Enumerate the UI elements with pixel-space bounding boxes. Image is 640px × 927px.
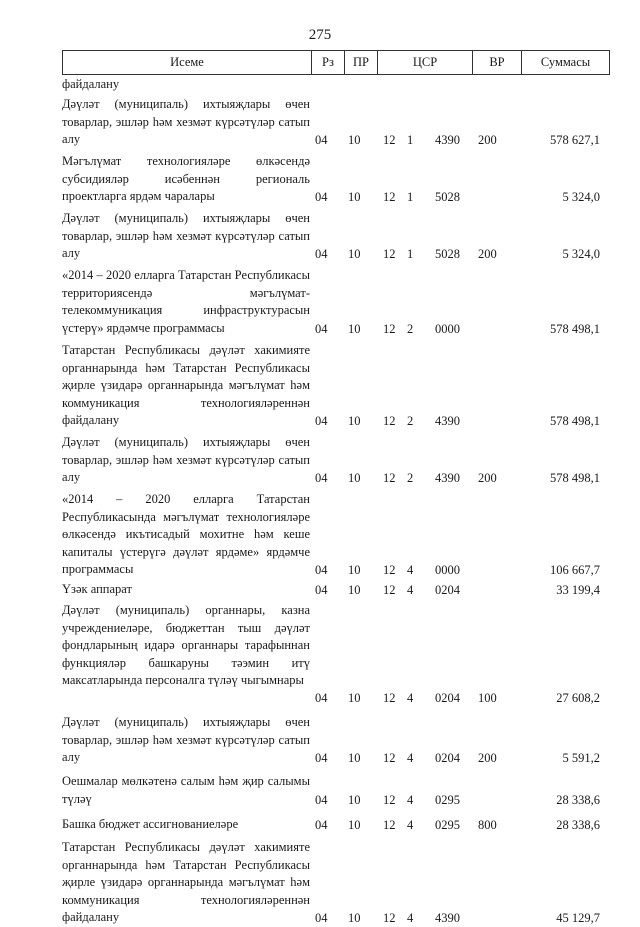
- row-rz: 04: [315, 817, 328, 835]
- row-pr: 10: [348, 582, 361, 600]
- row-csr-3: 4390: [435, 470, 460, 488]
- row-pr: 10: [348, 750, 361, 768]
- row-sum: 5 324,0: [563, 189, 601, 207]
- row-csr-2: 1: [407, 189, 413, 207]
- row-vr: 100: [478, 690, 497, 708]
- row-csr-1: 12: [383, 910, 396, 927]
- row-csr-2: 4: [407, 582, 413, 600]
- row-name: Дәүләт (муниципаль) ихтыяҗлары өчен товарлар, эшләр һәм хезмәт күрсәтүләр сатып алу: [62, 434, 310, 487]
- row-sum: 578 627,1: [550, 132, 600, 150]
- row-name: Үзәк аппарат: [62, 581, 310, 599]
- row-rz: 04: [315, 582, 328, 600]
- header-name: Исеме: [63, 51, 312, 74]
- row-csr-3: 0295: [435, 792, 460, 810]
- row-pr: 10: [348, 189, 361, 207]
- row-csr-3: 0000: [435, 321, 460, 339]
- header-sum: Суммасы: [522, 51, 609, 74]
- row-csr-2: 4: [407, 690, 413, 708]
- row-csr-1: 12: [383, 132, 396, 150]
- row-sum: 28 338,6: [556, 817, 600, 835]
- row-rz: 04: [315, 690, 328, 708]
- row-vr: 200: [478, 132, 497, 150]
- table-row: [62, 210, 610, 263]
- row-rz: 04: [315, 246, 328, 264]
- row-csr-2: 4: [407, 562, 413, 580]
- row-csr-1: 12: [383, 750, 396, 768]
- row-sum: 578 498,1: [550, 321, 600, 339]
- row-csr-1: 12: [383, 470, 396, 488]
- table-row: [62, 267, 610, 338]
- page-number: 275: [0, 27, 640, 44]
- row-csr-1: 12: [383, 817, 396, 835]
- row-name: Башка бюджет ассигнованиеләре: [62, 816, 310, 834]
- row-csr-2: 4: [407, 817, 413, 835]
- row-sum: 5 324,0: [563, 246, 601, 264]
- row-csr-3: 4390: [435, 132, 460, 150]
- table-row: [62, 96, 610, 149]
- row-rz: 04: [315, 189, 328, 207]
- table-row: [62, 714, 610, 767]
- row-pr: 10: [348, 562, 361, 580]
- row-csr-1: 12: [383, 189, 396, 207]
- row-name: Оешмалар мөлкәтенә салым һәм җир салымы түләү: [62, 773, 310, 808]
- row-sum: 45 129,7: [556, 910, 600, 927]
- row-csr-2: 2: [407, 470, 413, 488]
- table-row: [62, 839, 610, 927]
- row-csr-3: 0000: [435, 562, 460, 580]
- table-row: [62, 434, 610, 487]
- row-csr-1: 12: [383, 582, 396, 600]
- row-csr-2: 2: [407, 413, 413, 431]
- row-name: Татарстан Республикасы дәүләт хакимияте органнарында һәм Татарстан Республикасы җирле үзидарә органнарында мәгълүмат һәм коммуникация технологияләреннән файдалану: [62, 839, 310, 927]
- row-pr: 10: [348, 910, 361, 927]
- table-row: [62, 581, 610, 599]
- row-rz: 04: [315, 792, 328, 810]
- row-sum: 33 199,4: [556, 582, 600, 600]
- row-vr: 200: [478, 750, 497, 768]
- row-csr-1: 12: [383, 413, 396, 431]
- row-name: Дәүләт (муниципаль) ихтыяҗлары өчен товарлар, эшләр һәм хезмәт күрсәтүләр сатып алу: [62, 96, 310, 149]
- row-rz: 04: [315, 562, 328, 580]
- row-csr-2: 1: [407, 246, 413, 264]
- row-rz: 04: [315, 910, 328, 927]
- row-name: Татарстан Республикасы дәүләт хакимияте органнарында һәм Татарстан Республикасы җирле үзидарә органнарында мәгълүмат һәм коммуникация технологияләреннән файдалану: [62, 342, 310, 430]
- row-csr-3: 4390: [435, 413, 460, 431]
- row-rz: 04: [315, 321, 328, 339]
- row-csr-2: 2: [407, 321, 413, 339]
- header-rz: Рз: [312, 51, 345, 74]
- row-csr-3: 0204: [435, 582, 460, 600]
- row-pr: 10: [348, 321, 361, 339]
- table-row: [62, 602, 610, 707]
- row-csr-3: 0295: [435, 817, 460, 835]
- row-sum: 578 498,1: [550, 470, 600, 488]
- row-name: «2014 – 2020 елларга Татарстан Республикасы территориясендә мәгълүмат-телекоммуникация инфраструктурасын үстерү» ярдәмче программасы: [62, 267, 310, 337]
- row-vr: 800: [478, 817, 497, 835]
- row-pr: 10: [348, 413, 361, 431]
- table-header: [62, 50, 610, 75]
- row-csr-1: 12: [383, 246, 396, 264]
- row-pr: 10: [348, 817, 361, 835]
- row-csr-1: 12: [383, 792, 396, 810]
- row-rz: 04: [315, 413, 328, 431]
- row-vr: 200: [478, 470, 497, 488]
- row-sum: 27 608,2: [556, 690, 600, 708]
- row-csr-2: 1: [407, 132, 413, 150]
- row-name: Мәгълүмат технологияләре өлкәсендә субсидияләр исәбеннән региональ проектларга ярдәм чаралары: [62, 153, 310, 206]
- row-csr-1: 12: [383, 321, 396, 339]
- row-pr: 10: [348, 690, 361, 708]
- row-sum: 5 591,2: [563, 750, 601, 768]
- row-rz: 04: [315, 750, 328, 768]
- row-csr-3: 4390: [435, 910, 460, 927]
- table-row: [62, 491, 610, 579]
- row-name: Дәүләт (муниципаль) ихтыяҗлары өчен товарлар, эшләр һәм хезмәт күрсәтүләр сатып алу: [62, 714, 310, 767]
- row-csr-3: 0204: [435, 750, 460, 768]
- row-pr: 10: [348, 470, 361, 488]
- row-name: Дәүләт (муниципаль) органнары, казна учреждениеләре, бюджеттан тыш дәүләт фондларының идарә органнары тарафыннан функцияләр башкаруны тәэмин итү максатларында персоналга түләү чыгымнары: [62, 602, 310, 690]
- row-name: файдалану: [62, 76, 310, 94]
- header-csr: ЦСР: [378, 51, 473, 74]
- row-csr-2: 4: [407, 750, 413, 768]
- row-sum: 106 667,7: [550, 562, 600, 580]
- row-rz: 04: [315, 132, 328, 150]
- table-row: [62, 773, 610, 809]
- row-vr: 200: [478, 246, 497, 264]
- header-pr: ПР: [345, 51, 378, 74]
- row-csr-3: 5028: [435, 189, 460, 207]
- table-row: [62, 76, 610, 94]
- row-csr-1: 12: [383, 690, 396, 708]
- row-sum: 28 338,6: [556, 792, 600, 810]
- row-csr-2: 4: [407, 792, 413, 810]
- header-vr: ВР: [473, 51, 522, 74]
- row-rz: 04: [315, 470, 328, 488]
- row-csr-3: 0204: [435, 690, 460, 708]
- table-row: [62, 153, 610, 206]
- row-name: Дәүләт (муниципаль) ихтыяҗлары өчен товарлар, эшләр һәм хезмәт күрсәтүләр сатып алу: [62, 210, 310, 263]
- table-row: [62, 342, 610, 430]
- row-name: «2014 – 2020 елларга Татарстан Республикасында мәгълүмат технологияләре өлкәсендә икътисадый мохитне һәм кеше капиталы үстерүгә дәүләт ярдәме» ярдәмче программасы: [62, 491, 310, 579]
- row-csr-3: 5028: [435, 246, 460, 264]
- row-pr: 10: [348, 246, 361, 264]
- row-sum: 578 498,1: [550, 413, 600, 431]
- row-pr: 10: [348, 132, 361, 150]
- row-pr: 10: [348, 792, 361, 810]
- row-csr-1: 12: [383, 562, 396, 580]
- table-row: [62, 816, 610, 834]
- row-csr-2: 4: [407, 910, 413, 927]
